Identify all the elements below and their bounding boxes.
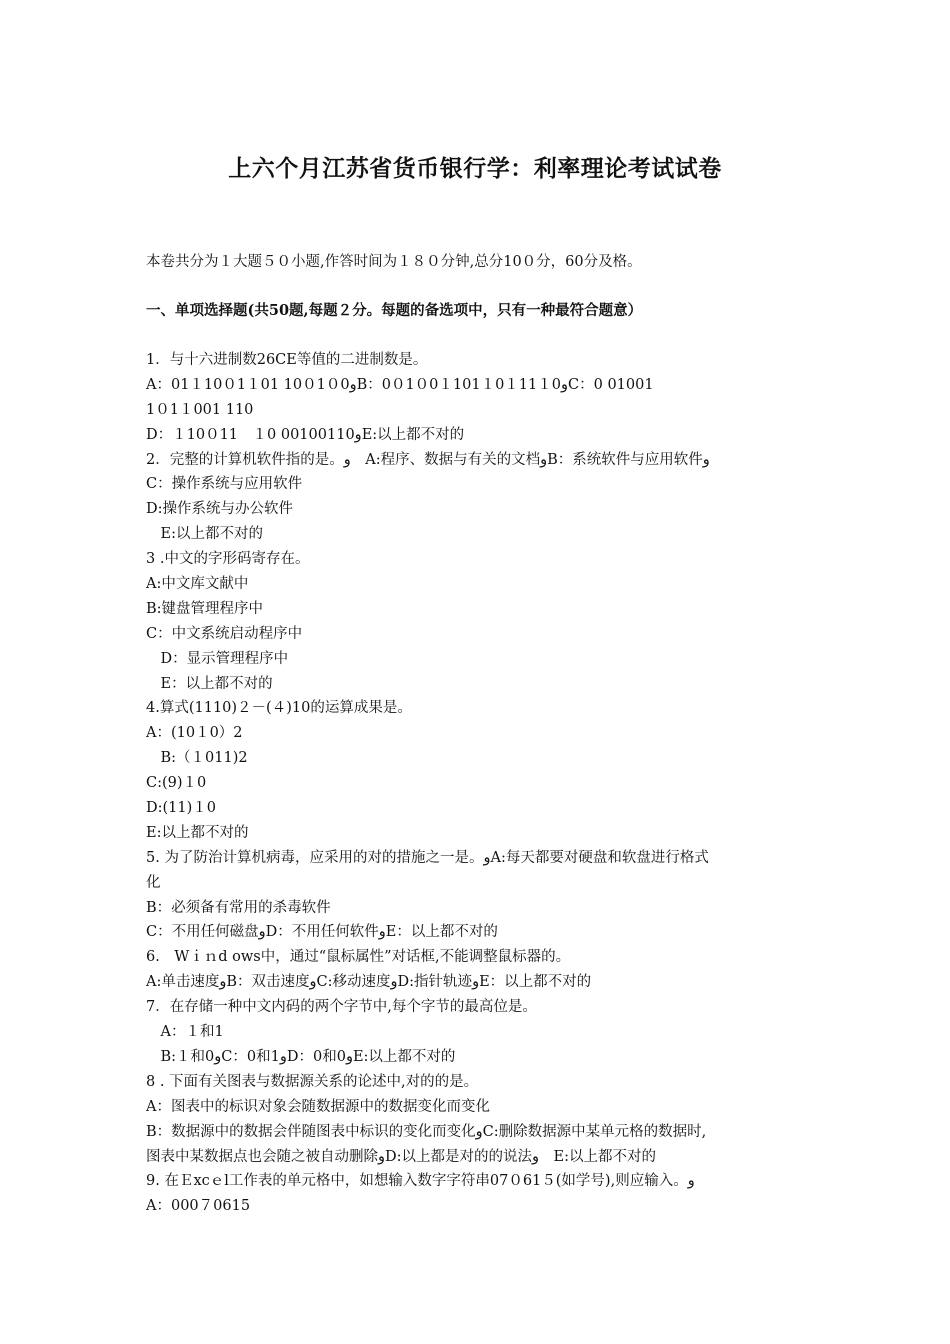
- text-line: B:（１011)2: [146, 750, 248, 767]
- text-line: A：000７0615: [146, 1198, 251, 1215]
- text-line: A:中文库文献中: [146, 576, 249, 593]
- text-line: C:(9)１0: [146, 775, 207, 792]
- text-line: 1０1１001 110: [146, 401, 254, 418]
- text-line: 1．与十六进制数26CE等值的二进制数是。: [146, 352, 428, 368]
- text-line: 3 .中文的字形码寄存在。: [146, 551, 310, 568]
- text-line: D：显示管理程序中: [146, 650, 289, 667]
- text-line: 4.算式(1110)２－(４)10的运算成果是。: [146, 700, 412, 717]
- text-line: 7．在存储一种中文内码的两个字节中,每个字节的最高位是。: [146, 999, 537, 1016]
- text-line: E:以上都不对的: [146, 526, 263, 543]
- exam-intro: 本卷共分为１大题５０小题,作答时间为１８０分钟,总分10０分，60分及格。: [146, 254, 642, 270]
- text-line: B:键盘管理程序中: [146, 600, 264, 617]
- document-title: 上六个月江苏省货币银行学：利率理论考试试卷: [228, 155, 722, 182]
- text-line: C：操作系统与应用软件: [146, 476, 303, 493]
- text-line: A:单击速度وB：双击速度وC:移动速度وD:指针轨迹وE：以上都不对的: [146, 974, 592, 991]
- text-line: A：01１10０1１01 10０1０0وB：0０1０0１101１0１11１0وC：0 01001: [146, 376, 654, 393]
- text-line: E：以上都不对的: [146, 675, 273, 692]
- text-line: B：必须备有常用的杀毒软件: [146, 899, 331, 916]
- text-line: D:(11)１0: [146, 800, 217, 817]
- text-line: A：(10１0）2: [146, 725, 243, 742]
- text-line: D:操作系统与办公软件: [146, 501, 294, 518]
- text-line: 2．完整的计算机软件指的是。و A:程序、数据与有关的文档وB：系统软件与应用软件و: [146, 451, 710, 468]
- text-line: A：１和1: [146, 1024, 224, 1041]
- text-line: E:以上都不对的: [146, 824, 249, 841]
- text-line: C：不用任何磁盘وD：不用任何软件وE：以上都不对的: [146, 924, 498, 941]
- text-line: B：数据源中的数据会伴随图表中标识的变化而变化وC:删除数据源中某单元格的数据时,: [146, 1123, 707, 1140]
- text-line: C：中文系统启动程序中: [146, 625, 303, 642]
- question-body: [146, 348, 812, 1219]
- text-line: 8 . 下面有关图表与数据源关系的论述中,对的的是。: [146, 1073, 479, 1090]
- text-line: B:１和0وC：0和1وD：0和0وE:以上都不对的: [146, 1048, 456, 1065]
- text-line: 9. 在Ｅxcｅl工作表的单元格中，如想输入数字字符串07０61５(如学号),则应输入。و: [146, 1173, 695, 1190]
- text-line: 化: [146, 874, 161, 891]
- text-line: 6. Wｉｎd ows中，通过“鼠标属性”对话框,不能调整鼠标器的。: [146, 949, 571, 966]
- text-line: D：１10０11 １0 00100110وE:以上都不对的: [146, 426, 465, 443]
- text-line: 5. 为了防治计算机病毒，应采用的对的措施之一是。وA:每天都要对硬盘和软盘进行格式: [146, 849, 709, 866]
- text-line: 图表中某数据点也会随之被自动删除وD:以上都是对的的说法و E:以上都不对的: [146, 1148, 657, 1165]
- text-line: A：图表中的标识对象会随数据源中的数据变化而变化: [146, 1098, 490, 1115]
- section-heading: 一、单项选择题(共50题,每题２分。每题的备选项中，只有一种最符合题意）: [146, 302, 643, 319]
